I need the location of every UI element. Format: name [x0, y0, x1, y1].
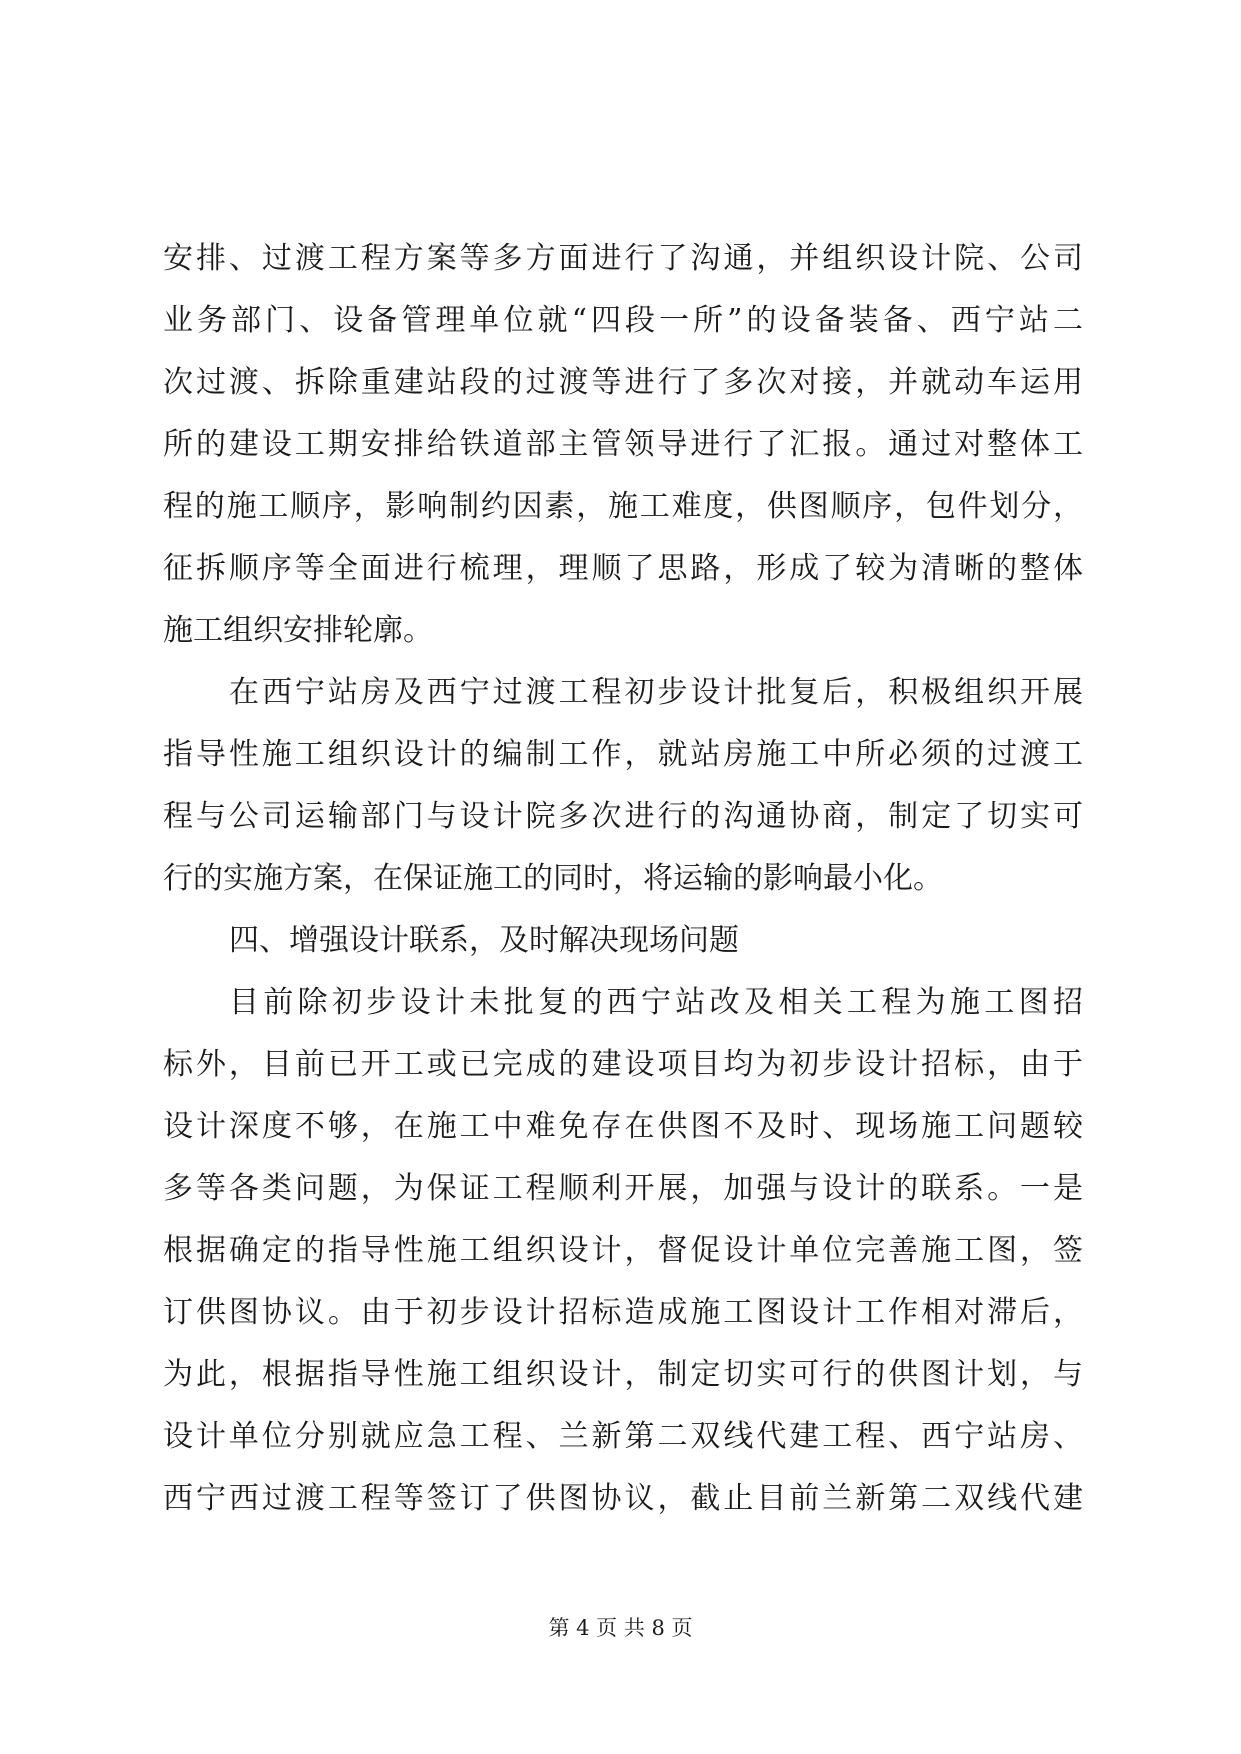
- text-line: 安排、过渡工程方案等多方面进行了沟通，并组织设计院、公司: [163, 241, 1083, 276]
- text-line: 订供图协议。由于初步设计招标造成施工图设计工作相对滞后，: [163, 1295, 1083, 1330]
- text-line: 目前除初步设计未批复的西宁站改及相关工程为施工图招: [229, 985, 1083, 1020]
- text-line: 指导性施工组织设计的编制工作，就站房施工中所必须的过渡工: [163, 737, 1083, 772]
- text-line: 次过渡、拆除重建站段的过渡等进行了多次对接，并就动车运用: [163, 365, 1083, 400]
- text-line: 行的实施方案，在保证施工的同时，将运输的影响最小化。: [163, 861, 943, 896]
- section-heading: 四、增强设计联系，及时解决现场问题: [229, 923, 739, 958]
- text-line: 在西宁站房及西宁过渡工程初步设计批复后，积极组织开展: [229, 675, 1083, 710]
- text-line: 设计深度不够，在施工中难免存在供图不及时、现场施工问题较: [163, 1109, 1083, 1144]
- page-number-footer: 第 4 页 共 8 页: [548, 1616, 693, 1640]
- text-line: 施工组织安排轮廓。: [163, 613, 433, 648]
- text-line: 多等各类问题，为保证工程顺利开展，加强与设计的联系。一是: [163, 1171, 1083, 1206]
- text-line: 业务部门、设备管理单位就“四段一所”的设备装备、西宁站二: [163, 303, 1083, 338]
- text-line: 征拆顺序等全面进行梳理，理顺了思路，形成了较为清晰的整体: [163, 551, 1083, 586]
- text-line: 标外，目前已开工或已完成的建设项目均为初步设计招标，由于: [163, 1047, 1083, 1082]
- text-line: 设计单位分别就应急工程、兰新第二双线代建工程、西宁站房、: [163, 1419, 1083, 1454]
- text-line: 程的施工顺序，影响制约因素，施工难度，供图顺序，包件划分，: [163, 489, 1083, 524]
- text-line: 根据确定的指导性施工组织设计，督促设计单位完善施工图，签: [163, 1233, 1083, 1268]
- text-line: 为此，根据指导性施工组织设计，制定切实可行的供图计划，与: [163, 1357, 1083, 1392]
- text-line: 西宁西过渡工程等签订了供图协议，截止目前兰新第二双线代建: [163, 1481, 1083, 1516]
- text-line: 程与公司运输部门与设计院多次进行的沟通协商，制定了切实可: [163, 799, 1083, 834]
- document-body: [163, 228, 1083, 1530]
- text-line: 所的建设工期安排给铁道部主管领导进行了汇报。通过对整体工: [163, 427, 1083, 462]
